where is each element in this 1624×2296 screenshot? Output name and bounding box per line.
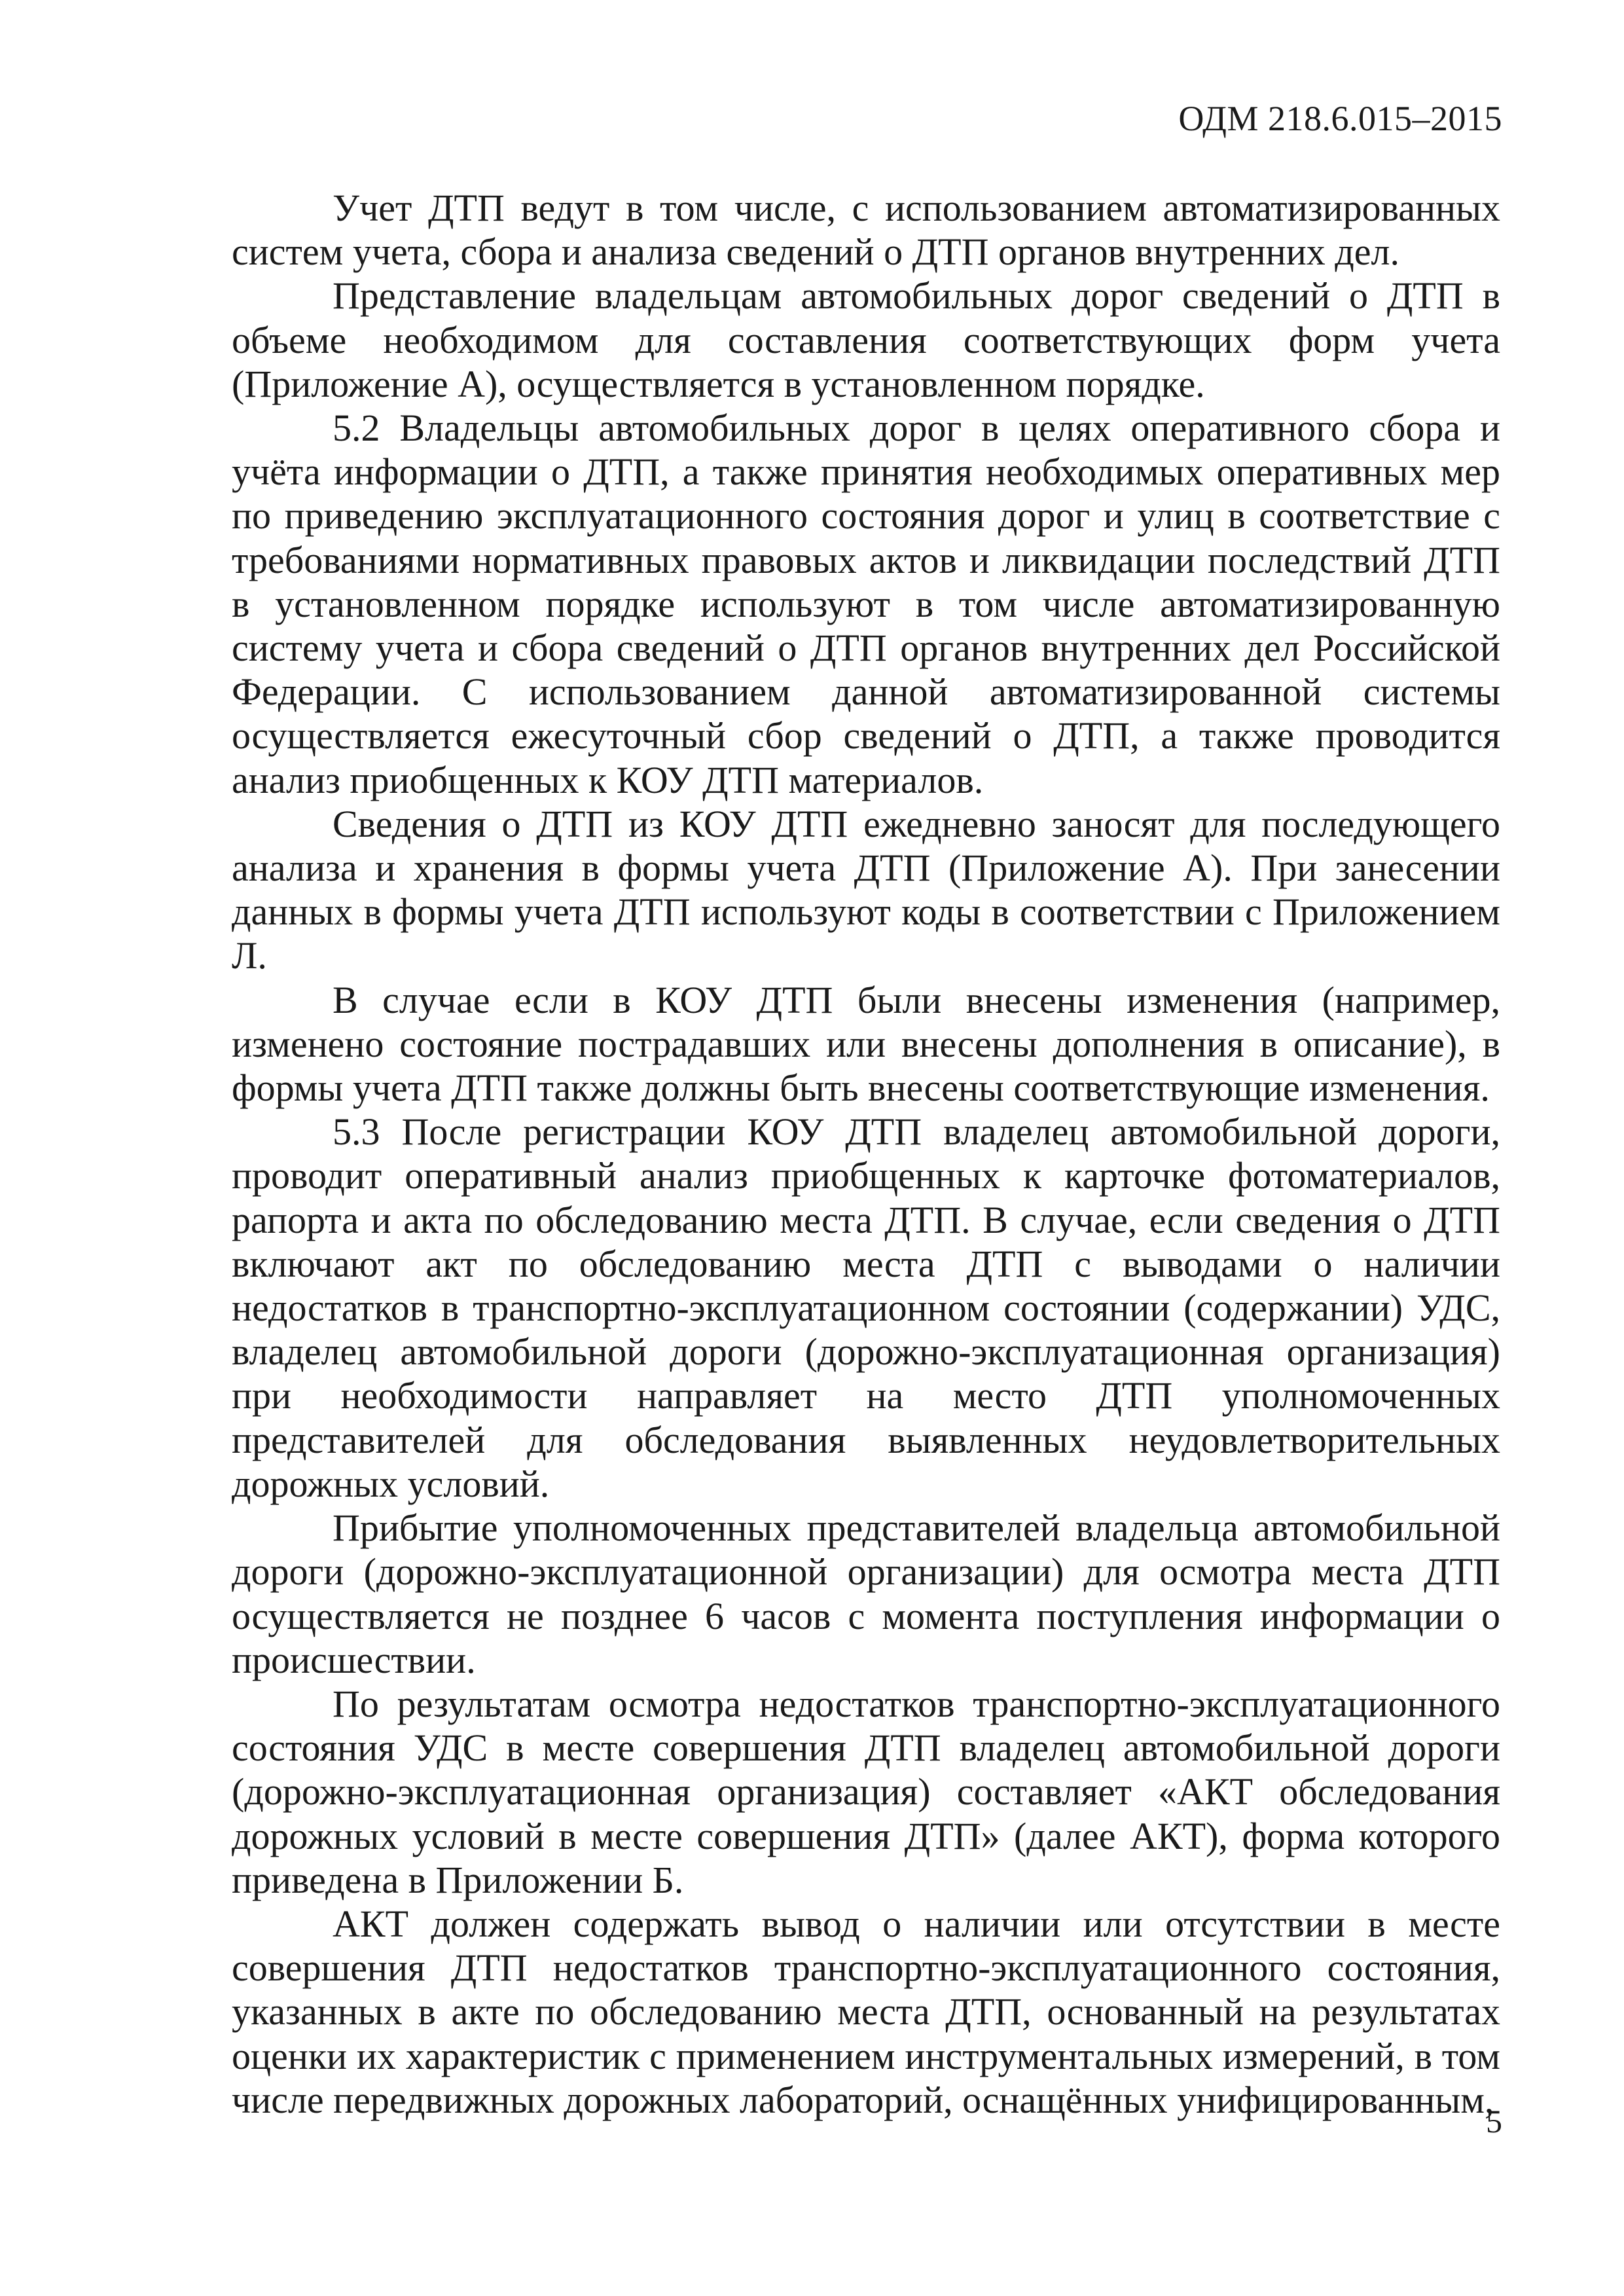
paragraph: Учет ДТП ведут в том числе, с использованием автоматизированных систем учета, сбора и анализа сведений о ДТП органов внутренних дел. — [232, 187, 1500, 274]
document-code-header: ОДМ 218.6.015–2015 — [1178, 99, 1502, 138]
page-number: 5 — [1486, 2103, 1502, 2140]
document-body — [232, 186, 1500, 2122]
paragraph: Сведения о ДТП из КОУ ДТП ежедневно заносят для последующего анализа и хранения в формы учета ДТП (Приложение А). При занесении данных в формы учета ДТП используют коды в соответствии с Приложением Л. — [232, 802, 1500, 977]
paragraph: 5.2 Владельцы автомобильных дорог в целях оперативного сбора и учёта информации о ДТП, а также принятия необходимых оперативных мер по приведению эксплуатационного состояния дорог и улиц в соответствие с требованиями нормативных правовых актов и ликвидации последствий ДТП в установленном порядке используют в том числе автоматизированную систему учета и сбора сведений о ДТП органов внутренних дел Российской Федерации. С использованием данной автоматизированной системы осуществляется ежесуточный сбор сведений о ДТП, а также проводится анализ приобщенных к КОУ ДТП материалов. — [232, 407, 1500, 801]
paragraph: 5.3 После регистрации КОУ ДТП владелец автомобильной дороги, проводит оперативный анализ приобщенных к карточке фотоматериалов, рапорта и акта по обследованию места ДТП. В случае, если сведения о ДТП включают акт по обследованию места ДТП с выводами о наличии недостатков в транспортно-эксплуатационном состоянии (содержании) УДС, владелец автомобильной дороги (дорожно-эксплуатационная организация) при необходимости направляет на место ДТП уполномоченных представителей для обследования выявленных неудовлетворительных дорожных условий. — [232, 1110, 1500, 1505]
paragraph: По результатам осмотра недостатков транспортно-эксплуатационного состояния УДС в месте совершения ДТП владелец автомобильной дороги (дорожно-эксплуатационная организация) составляет «АКТ обследования дорожных условий в месте совершения ДТП» (далее АКТ), форма которого приведена в Приложении Б. — [232, 1682, 1500, 1901]
paragraph: В случае если в КОУ ДТП были внесены изменения (например, изменено состояние пострадавших или внесены дополнения в описание), в формы учета ДТП также должны быть внесены соответствующие изменения. — [232, 978, 1500, 1110]
paragraph: АКТ должен содержать вывод о наличии или отсутствии в месте совершения ДТП недостатков транспортно-эксплуатационного состояния, указанных в акте по обследованию места ДТП, основанный на результатах оценки их характеристик с применением инструментальных измерений, в том числе передвижных дорожных лабораторий, оснащённых унифицированным, — [232, 1902, 1500, 2121]
paragraph: Прибытие уполномоченных представителей владельца автомобильной дороги (дорожно-эксплуатационной организации) для осмотра места ДТП осуществляется не позднее 6 часов с момента поступления информации о происшествии. — [232, 1506, 1500, 1681]
paragraph: Представление владельцам автомобильных дорог сведений о ДТП в объеме необходимом для составления соответствующих форм учета (Приложение А), осуществляется в установленном порядке. — [232, 274, 1500, 405]
